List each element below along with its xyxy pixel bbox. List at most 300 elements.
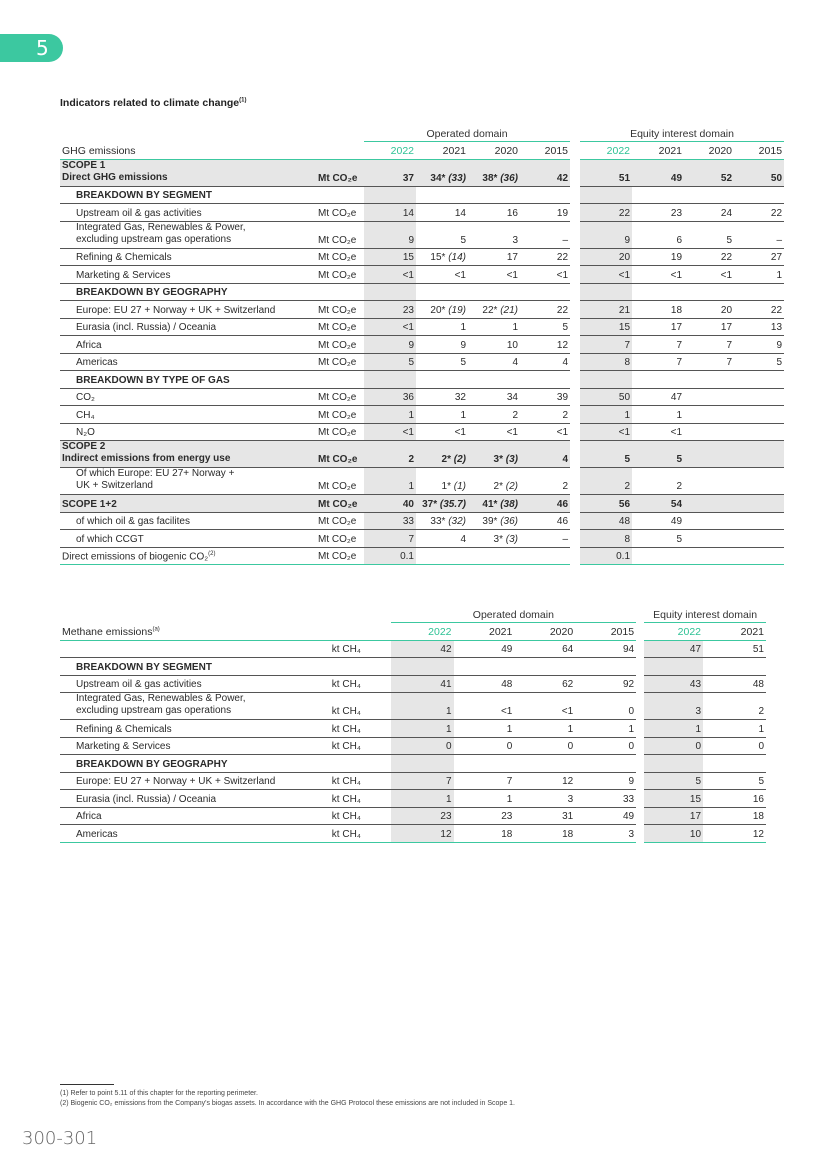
value-cell: 5 (632, 530, 684, 548)
table-row (60, 353, 784, 371)
column-gap (570, 530, 580, 548)
value-cell: 94 (575, 640, 636, 658)
value-cell (520, 371, 570, 389)
column-gap (636, 658, 644, 676)
value-cell (520, 547, 570, 565)
row-label: CH₄ (60, 406, 316, 424)
value-cell: 18 (632, 301, 684, 319)
value-cell: 1* (1) (416, 468, 468, 495)
value-cell: 2 (632, 468, 684, 495)
scope2-europe-row (60, 468, 784, 495)
value-cell: 51 (703, 640, 766, 658)
value-cell: 15* (14) (416, 248, 468, 266)
row-label: Direct emissions of biogenic CO₂$^{(2)}$ (60, 547, 316, 565)
table-row (60, 790, 766, 808)
year-header: 2022 (391, 623, 454, 641)
column-gap (570, 301, 580, 319)
value-cell (734, 441, 784, 468)
value-cell: 9 (364, 221, 416, 248)
value-cell: 22 (580, 204, 632, 222)
value-cell: 24 (684, 204, 734, 222)
value-cell: 1 (703, 720, 766, 738)
value-cell: 0 (514, 737, 575, 755)
value-cell: 22 (734, 301, 784, 319)
value-cell: 54 (632, 495, 684, 513)
value-cell (734, 530, 784, 548)
value-cell: 40 (364, 495, 416, 513)
value-cell: 48 (703, 675, 766, 693)
unit (316, 283, 364, 301)
value-cell: 33* (32) (416, 512, 468, 530)
unit: Mt CO₂e (316, 468, 364, 495)
row-label: of which oil & gas facilites (60, 512, 316, 530)
value-cell: 0 (575, 737, 636, 755)
value-cell (454, 755, 515, 773)
value-cell: 48 (580, 512, 632, 530)
value-cell: 17 (684, 318, 734, 336)
value-cell: 7 (684, 353, 734, 371)
value-cell: 46 (520, 512, 570, 530)
scope1-row (60, 159, 784, 186)
value-cell (580, 283, 632, 301)
methane-operated-domain-header: Operated domain (391, 605, 636, 623)
column-gap (570, 423, 580, 441)
value-cell: 49 (632, 159, 684, 186)
value-cell: 1 (575, 720, 636, 738)
biogenic-row (60, 547, 784, 565)
table-row (60, 772, 766, 790)
table-row (60, 693, 766, 720)
value-cell (364, 186, 416, 204)
value-cell: 49 (575, 807, 636, 825)
row-label: Africa (60, 807, 330, 825)
table-row (60, 336, 784, 354)
row-label: Eurasia (incl. Russia) / Oceania (60, 318, 316, 336)
value-cell: 19 (632, 248, 684, 266)
value-cell: 5 (684, 221, 734, 248)
unit: kt CH₄ (330, 720, 391, 738)
value-cell: 1 (632, 406, 684, 424)
unit: kt CH₄ (330, 640, 391, 658)
year-header: 2015 (520, 142, 570, 160)
value-cell (684, 186, 734, 204)
value-cell: <1 (520, 423, 570, 441)
value-cell (575, 755, 636, 773)
value-cell: 0 (391, 737, 454, 755)
value-cell: <1 (364, 266, 416, 284)
value-cell: 3 (575, 825, 636, 843)
year-header: 2021 (632, 142, 684, 160)
table-row (60, 675, 766, 693)
value-cell: 15 (364, 248, 416, 266)
value-cell: 2 (364, 441, 416, 468)
value-cell: 1 (391, 790, 454, 808)
column-gap (636, 807, 644, 825)
value-cell: 47 (644, 640, 703, 658)
value-cell (684, 495, 734, 513)
scope1-title: SCOPE 1 (62, 159, 106, 171)
value-cell (684, 468, 734, 495)
value-cell (468, 371, 520, 389)
column-gap (570, 283, 580, 301)
table-row (60, 318, 784, 336)
value-cell: 5 (632, 441, 684, 468)
methane-header-row (60, 623, 766, 641)
value-cell: 1 (416, 318, 468, 336)
unit: Mt CO₂e (316, 530, 364, 548)
value-cell: 47 (632, 388, 684, 406)
year-header: 2015 (734, 142, 784, 160)
value-cell: 46 (520, 495, 570, 513)
row-label: Refining & Chemicals (60, 720, 330, 738)
value-cell: 8 (580, 530, 632, 548)
row-label: Americas (60, 353, 316, 371)
value-cell (468, 186, 520, 204)
unit (316, 186, 364, 204)
column-gap (636, 755, 644, 773)
column-gap (570, 266, 580, 284)
row-label: BREAKDOWN BY GEOGRAPHY (60, 283, 316, 301)
value-cell: 5 (580, 441, 632, 468)
value-cell: 17 (644, 807, 703, 825)
value-cell: 0 (575, 693, 636, 720)
column-gap (570, 248, 580, 266)
value-cell: 5 (416, 221, 468, 248)
footnote-rule (60, 1084, 114, 1085)
value-cell: 16 (468, 204, 520, 222)
value-cell (703, 755, 766, 773)
unit: Mt CO₂e (316, 495, 364, 513)
unit: Mt CO₂e (316, 423, 364, 441)
value-cell: 4 (416, 530, 468, 548)
value-cell (364, 283, 416, 301)
column-gap (636, 640, 644, 658)
value-cell: 1 (514, 720, 575, 738)
scope1-subtitle: Direct GHG emissions (62, 171, 168, 183)
value-cell: 39 (520, 388, 570, 406)
value-cell: <1 (514, 693, 575, 720)
value-cell: 23 (364, 301, 416, 319)
section-title: Indicators related to climate change$^{(1)}$ (60, 97, 247, 109)
unit: kt CH₄ (330, 693, 391, 720)
value-cell: <1 (632, 266, 684, 284)
column-gap (570, 336, 580, 354)
value-cell: 51 (580, 159, 632, 186)
value-cell: 12 (703, 825, 766, 843)
value-cell: 1 (580, 406, 632, 424)
value-cell: 50 (734, 159, 784, 186)
value-cell: 1 (734, 266, 784, 284)
value-cell: 22 (734, 204, 784, 222)
value-cell: – (520, 221, 570, 248)
column-gap (570, 406, 580, 424)
row-label: Of which Europe: EU 27+ Norway + UK + Switzerland (60, 468, 316, 495)
value-cell: 62 (514, 675, 575, 693)
value-cell: 37 (364, 159, 416, 186)
year-header: 2020 (468, 142, 520, 160)
column-gap (636, 720, 644, 738)
unit (330, 755, 391, 773)
value-cell: 21 (580, 301, 632, 319)
value-cell: 22 (684, 248, 734, 266)
value-cell (734, 468, 784, 495)
footnote-1: (1) Refer to point 5.11 of this chapter for the reporting perimeter. (60, 1090, 258, 1097)
value-cell (684, 388, 734, 406)
value-cell: 13 (734, 318, 784, 336)
value-cell (632, 283, 684, 301)
value-cell: 17 (468, 248, 520, 266)
column-gap (570, 441, 580, 468)
unit: Mt CO₂e (316, 336, 364, 354)
value-cell (734, 406, 784, 424)
value-cell: <1 (580, 423, 632, 441)
table-row (60, 737, 766, 755)
value-cell: 41 (391, 675, 454, 693)
value-cell (632, 186, 684, 204)
value-cell (575, 658, 636, 676)
value-cell: 18 (454, 825, 515, 843)
value-cell: 41* (38) (468, 495, 520, 513)
equity-domain-header: Equity interest domain (580, 124, 784, 142)
column-gap (636, 772, 644, 790)
value-cell: <1 (364, 423, 416, 441)
row-label: of which CCGT (60, 530, 316, 548)
scope12-row (60, 495, 784, 513)
value-cell: 0 (644, 737, 703, 755)
column-gap (636, 693, 644, 720)
value-cell: <1 (454, 693, 515, 720)
value-cell: 1 (364, 468, 416, 495)
row-label: BREAKDOWN BY SEGMENT (60, 658, 330, 676)
value-cell (514, 755, 575, 773)
value-cell (514, 658, 575, 676)
unit: Mt CO₂e (316, 512, 364, 530)
column-gap (570, 512, 580, 530)
value-cell (684, 371, 734, 389)
value-cell: 7 (632, 353, 684, 371)
value-cell: 32 (416, 388, 468, 406)
value-cell (416, 371, 468, 389)
column-gap (636, 790, 644, 808)
row-label: Upstream oil & gas activities (60, 204, 316, 222)
value-cell: 9 (364, 336, 416, 354)
table-row (60, 406, 784, 424)
value-cell: 52 (684, 159, 734, 186)
value-cell: 2 (580, 468, 632, 495)
row-label: Refining & Chemicals (60, 248, 316, 266)
row-label: BREAKDOWN BY GEOGRAPHY (60, 755, 330, 773)
value-cell (684, 406, 734, 424)
value-cell: 0.1 (364, 547, 416, 565)
unit: Mt CO₂e (316, 441, 364, 468)
value-cell (684, 512, 734, 530)
value-cell: 12 (520, 336, 570, 354)
column-gap (570, 186, 580, 204)
value-cell: 38* (36) (468, 159, 520, 186)
value-cell: 0 (454, 737, 515, 755)
year-header: 2021 (703, 623, 766, 641)
methane-header-label: Methane emissions$^{(a)}$ (60, 623, 330, 641)
unit: Mt CO₂e (316, 301, 364, 319)
year-header: 2020 (514, 623, 575, 641)
year-header: 2022 (580, 142, 632, 160)
year-header: 2021 (454, 623, 515, 641)
value-cell (632, 371, 684, 389)
value-cell: 5 (364, 353, 416, 371)
methane-emissions-table (60, 605, 766, 843)
value-cell (391, 658, 454, 676)
value-cell (468, 547, 520, 565)
value-cell (468, 283, 520, 301)
table-row (60, 388, 784, 406)
row-label: Upstream oil & gas activities (60, 675, 330, 693)
value-cell: 36 (364, 388, 416, 406)
value-cell: 2* (2) (416, 441, 468, 468)
value-cell (364, 371, 416, 389)
unit: kt CH₄ (330, 772, 391, 790)
value-cell: <1 (632, 423, 684, 441)
scope2-row (60, 441, 784, 468)
column-gap (570, 204, 580, 222)
value-cell: 15 (580, 318, 632, 336)
value-cell: 8 (580, 353, 632, 371)
operated-domain-header: Operated domain (364, 124, 570, 142)
value-cell: 9 (734, 336, 784, 354)
methane-equity-domain-header: Equity interest domain (644, 605, 766, 623)
value-cell: 23 (391, 807, 454, 825)
year-header: 2022 (644, 623, 703, 641)
value-cell: 1 (391, 720, 454, 738)
value-cell: 2 (468, 406, 520, 424)
value-cell: 7 (632, 336, 684, 354)
unit: kt CH₄ (330, 825, 391, 843)
row-label: SCOPE 1+2 (60, 495, 316, 513)
column-gap (570, 547, 580, 565)
value-cell (632, 547, 684, 565)
value-cell: 1 (468, 318, 520, 336)
value-cell: <1 (416, 266, 468, 284)
unit: kt CH₄ (330, 807, 391, 825)
value-cell: 23 (454, 807, 515, 825)
table-row (60, 266, 784, 284)
value-cell: 37* (35.7) (416, 495, 468, 513)
value-cell: 2* (2) (468, 468, 520, 495)
value-cell: 9 (575, 772, 636, 790)
value-cell: 18 (703, 807, 766, 825)
value-cell: 34 (468, 388, 520, 406)
value-cell: 3 (468, 221, 520, 248)
value-cell: 14 (416, 204, 468, 222)
row-label: Americas (60, 825, 330, 843)
ghg-header-row (60, 142, 784, 160)
value-cell (734, 547, 784, 565)
unit: Mt CO₂e (316, 248, 364, 266)
column-gap (636, 737, 644, 755)
unit (330, 658, 391, 676)
value-cell: 4 (520, 353, 570, 371)
value-cell: 7 (684, 336, 734, 354)
value-cell: 19 (520, 204, 570, 222)
value-cell: 14 (364, 204, 416, 222)
value-cell (580, 186, 632, 204)
value-cell (644, 658, 703, 676)
value-cell: 3* (3) (468, 530, 520, 548)
value-cell: <1 (684, 266, 734, 284)
value-cell: 42 (520, 159, 570, 186)
value-cell (391, 755, 454, 773)
value-cell: 18 (514, 825, 575, 843)
value-cell: 39* (36) (468, 512, 520, 530)
table-row (60, 530, 784, 548)
unit: kt CH₄ (330, 675, 391, 693)
value-cell: 5 (734, 353, 784, 371)
value-cell: 22 (520, 301, 570, 319)
value-cell: 0 (703, 737, 766, 755)
row-label: CO₂ (60, 388, 316, 406)
value-cell: 1 (454, 790, 515, 808)
unit: kt CH₄ (330, 790, 391, 808)
row-label: N₂O (60, 423, 316, 441)
value-cell: 20* (19) (416, 301, 468, 319)
value-cell (684, 283, 734, 301)
unit: Mt CO₂e (316, 406, 364, 424)
row-label: SCOPE 2 Indirect emissions from energy use (60, 441, 316, 468)
value-cell: 22 (520, 248, 570, 266)
row-label: Marketing & Services (60, 266, 316, 284)
value-cell: 49 (454, 640, 515, 658)
row-label: Integrated Gas, Renewables & Power, excluding upstream gas operations (60, 693, 330, 720)
row-label: Africa (60, 336, 316, 354)
year-header: 2021 (416, 142, 468, 160)
row-label: Europe: EU 27 + Norway + UK + Switzerland (60, 301, 316, 319)
value-cell: 5 (703, 772, 766, 790)
section-heading (60, 371, 784, 389)
value-cell: 34* (33) (416, 159, 468, 186)
value-cell: 1 (644, 720, 703, 738)
table-row (60, 825, 766, 843)
unit: Mt CO₂e (316, 159, 364, 186)
value-cell: 3 (514, 790, 575, 808)
row-label: BREAKDOWN BY SEGMENT (60, 186, 316, 204)
value-cell: 4 (520, 441, 570, 468)
value-cell: 3 (644, 693, 703, 720)
value-cell: 64 (514, 640, 575, 658)
value-cell (703, 658, 766, 676)
ghg-header-label: GHG emissions (60, 142, 316, 160)
value-cell: 33 (364, 512, 416, 530)
value-cell: 1 (416, 406, 468, 424)
value-cell (734, 283, 784, 301)
year-header: 2020 (684, 142, 734, 160)
value-cell (580, 371, 632, 389)
row-label: Europe: EU 27 + Norway + UK + Switzerland (60, 772, 330, 790)
value-cell: 9 (580, 221, 632, 248)
unit: Mt CO₂e (316, 547, 364, 565)
value-cell (684, 441, 734, 468)
value-cell: 1 (454, 720, 515, 738)
value-cell: – (734, 221, 784, 248)
column-gap (570, 353, 580, 371)
unit: Mt CO₂e (316, 318, 364, 336)
value-cell: 2 (703, 693, 766, 720)
value-cell: 5 (644, 772, 703, 790)
value-cell: 16 (703, 790, 766, 808)
value-cell: 5 (416, 353, 468, 371)
value-cell: 5 (520, 318, 570, 336)
row-label: Eurasia (incl. Russia) / Oceania (60, 790, 330, 808)
value-cell: 2 (520, 406, 570, 424)
value-cell: 12 (391, 825, 454, 843)
